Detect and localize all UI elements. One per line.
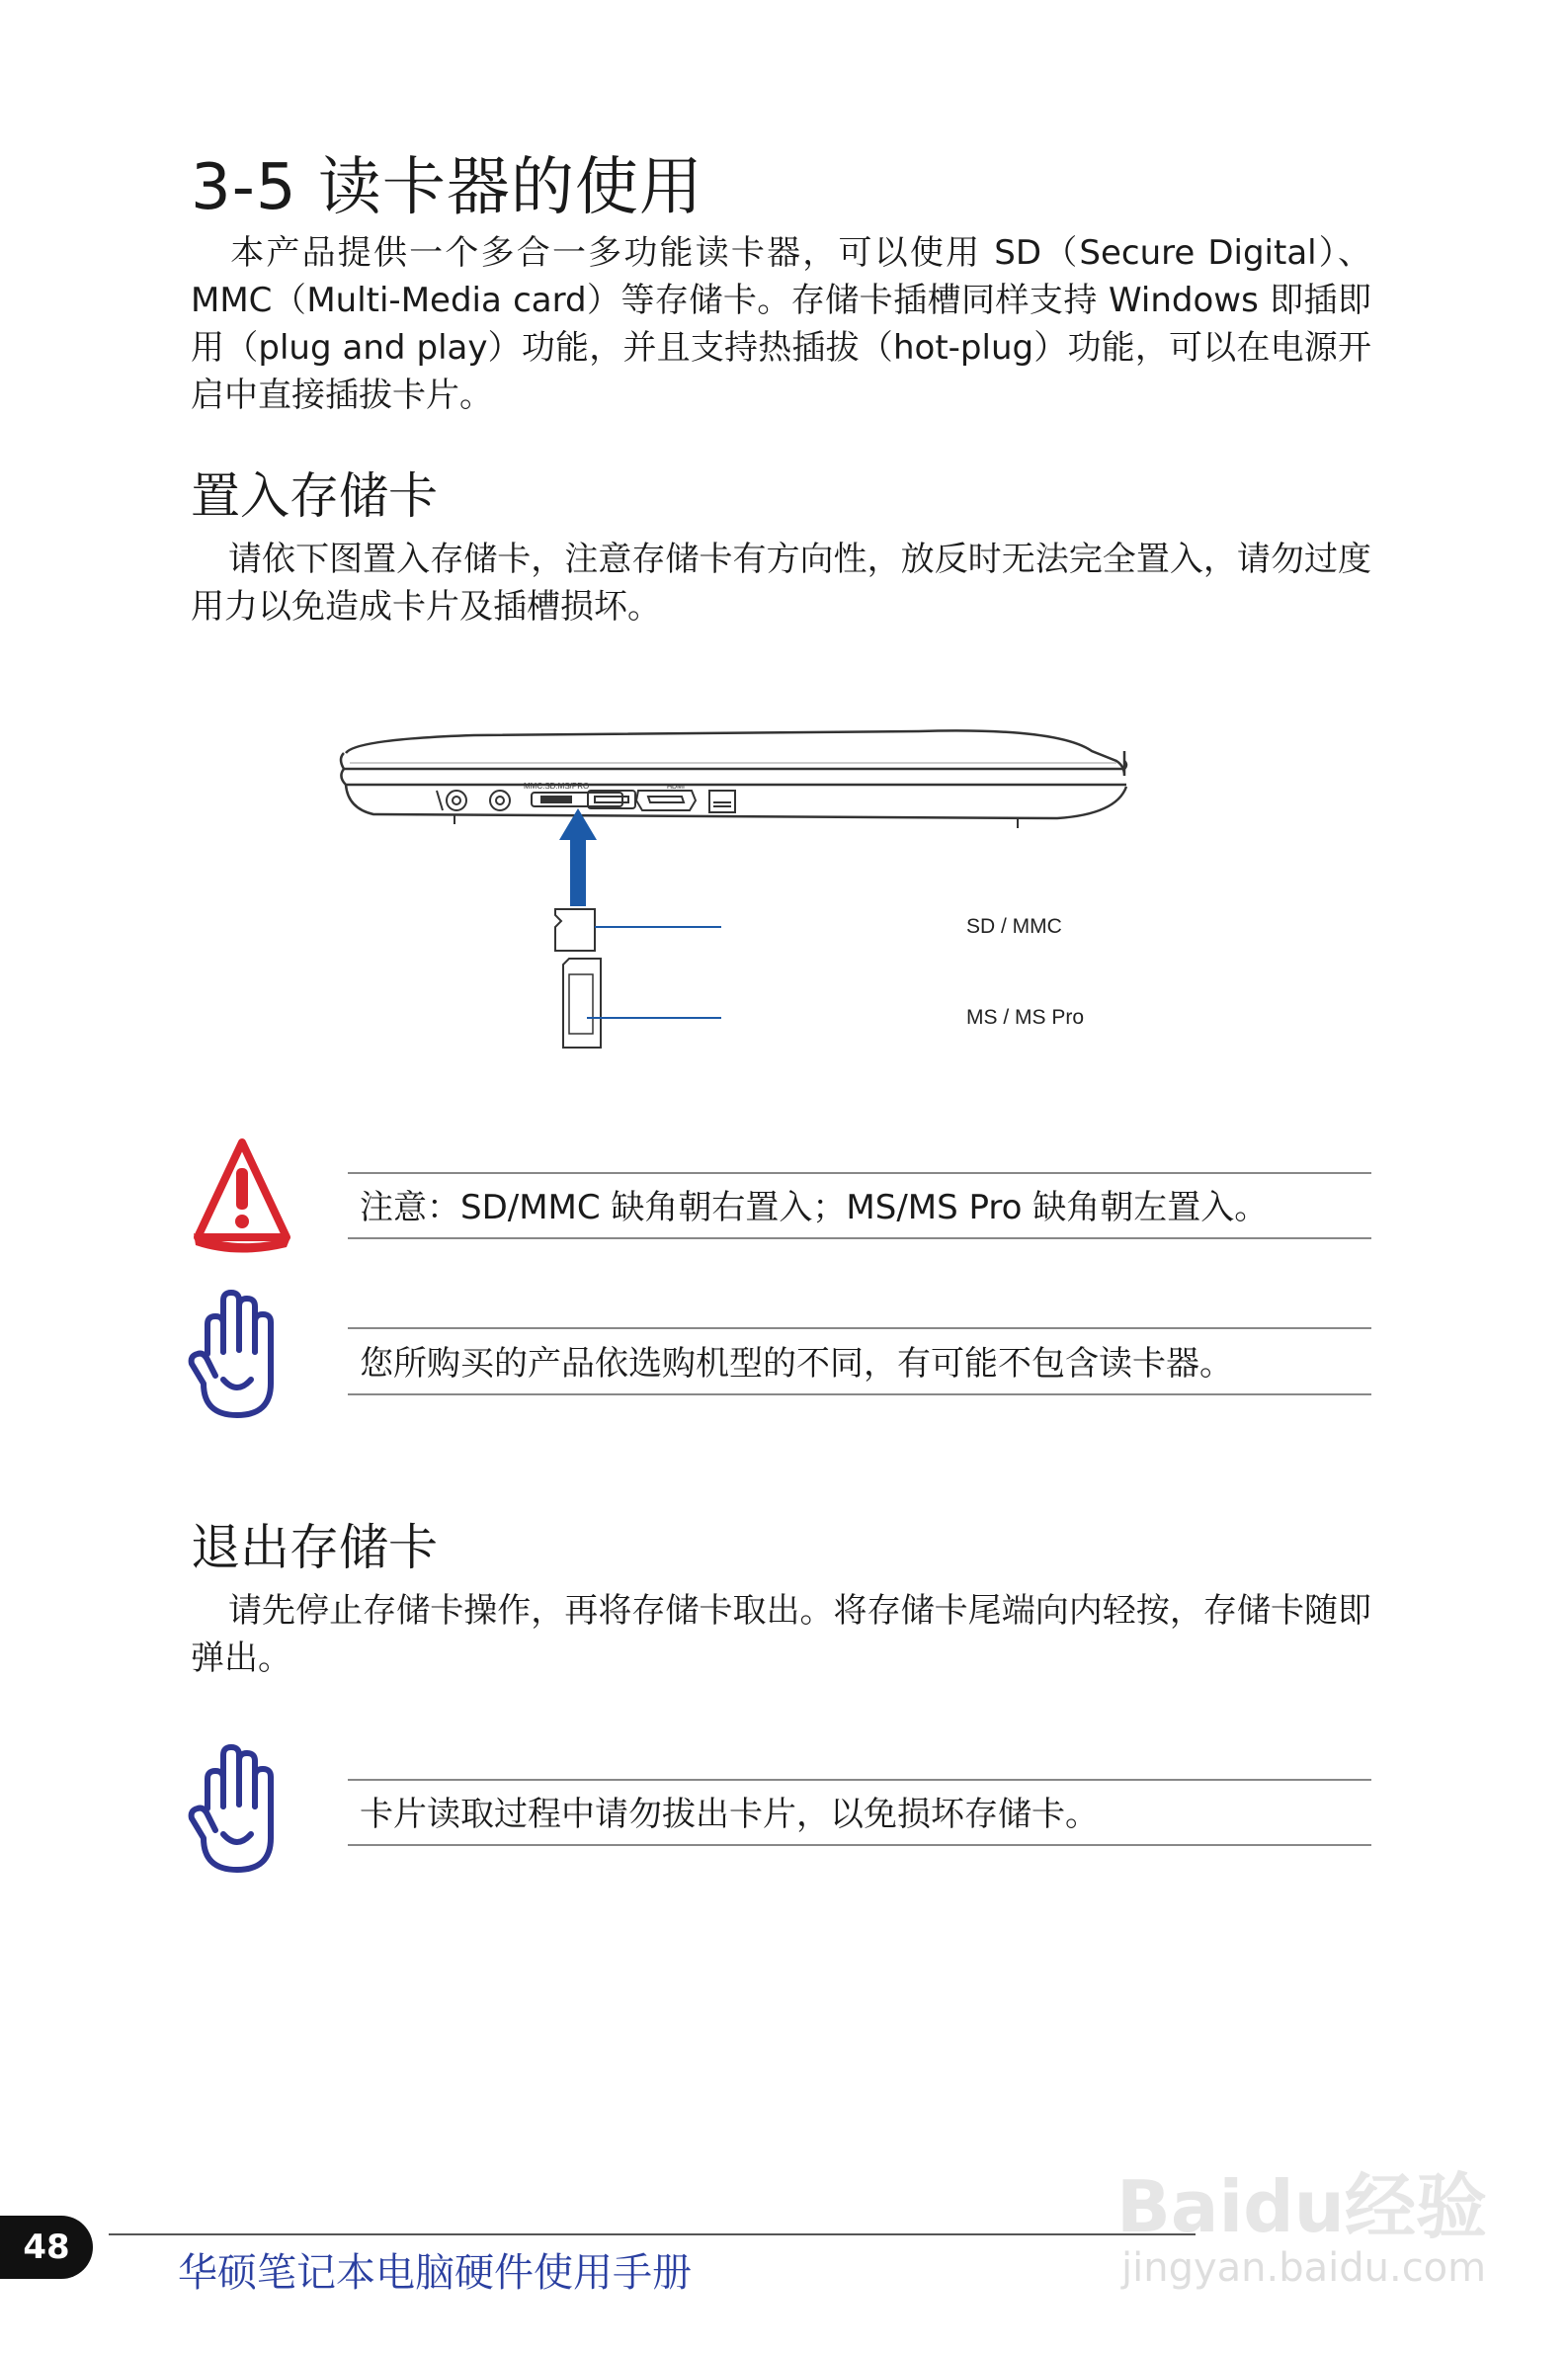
label-sd-mmc: SD / MMC (966, 915, 1062, 938)
caution-rule-bottom (348, 1237, 1371, 1239)
eject-paragraph (191, 1587, 1371, 1682)
note2-rule-top (348, 1779, 1371, 1781)
slot-label: MMC.SD.MS/PRO (524, 782, 590, 791)
watermark-brand: Baidu经验 (1116, 2165, 1487, 2248)
label-ms-pro: MS / MS Pro (966, 1006, 1085, 1029)
note1-rule-bottom (348, 1393, 1371, 1395)
headphone-jack (447, 791, 466, 810)
hdmi-label: HDMI (667, 784, 685, 791)
section-title: 3-5 读卡器的使用 (191, 151, 703, 224)
note2-text: 卡片读取过程中请勿拔出卡片，以免损坏存储卡。 (360, 1795, 1099, 1834)
note2-rule-bottom (348, 1844, 1371, 1846)
intro-text: 本产品提供一个多合一多功能读卡器，可以使用 SD（Secure Digital）、MMC（Multi-Media card）等存储卡。存储卡插槽同样支持 Windows 即插即用（plug and play）功能，并且支持热插拔（hot-plug）功能，可以在电源开启中直接插拔卡片。 (191, 233, 1371, 415)
sd-card (555, 909, 595, 951)
intro-paragraph (191, 229, 1371, 419)
note1-text: 您所购买的产品依选购机型的不同，有可能不包含读卡器。 (360, 1344, 1233, 1384)
watermark-url: jingyan.baidu.com (1121, 2245, 1487, 2291)
footer-title: 华硕笔记本电脑硬件使用手册 (178, 2250, 692, 2296)
mic-jack (490, 791, 510, 810)
footer-rule (109, 2233, 1196, 2235)
insert-text: 请依下图置入存储卡，注意存储卡有方向性，放反时无法完全置入，请勿过度用力以免造成卡片及插槽损坏。 (191, 540, 1371, 627)
eject-heading: 退出存储卡 (191, 1519, 438, 1576)
page-number: 48 (0, 2216, 93, 2279)
caution-text: 注意：SD/MMC 缺角朝右置入；MS/MS Pro 缺角朝左置入。 (360, 1188, 1269, 1227)
hdmi-port (636, 791, 696, 810)
insert-heading: 置入存储卡 (191, 467, 438, 525)
hand-icon-2 (188, 1739, 287, 1878)
eject-text: 请先停止存储卡操作，再将存储卡取出。将存储卡尾端向内轻按，存储卡随即弹出。 (191, 1591, 1371, 1678)
laptop-ports (437, 791, 735, 812)
ms-card (563, 959, 601, 1048)
hand-icon (188, 1285, 287, 1423)
caution-icon (188, 1134, 296, 1253)
insert-arrow (559, 808, 597, 906)
insert-paragraph (191, 536, 1371, 630)
note1-rule-top (348, 1327, 1371, 1329)
laptop-side-view (341, 730, 1126, 828)
caution-rule-top (348, 1172, 1371, 1174)
